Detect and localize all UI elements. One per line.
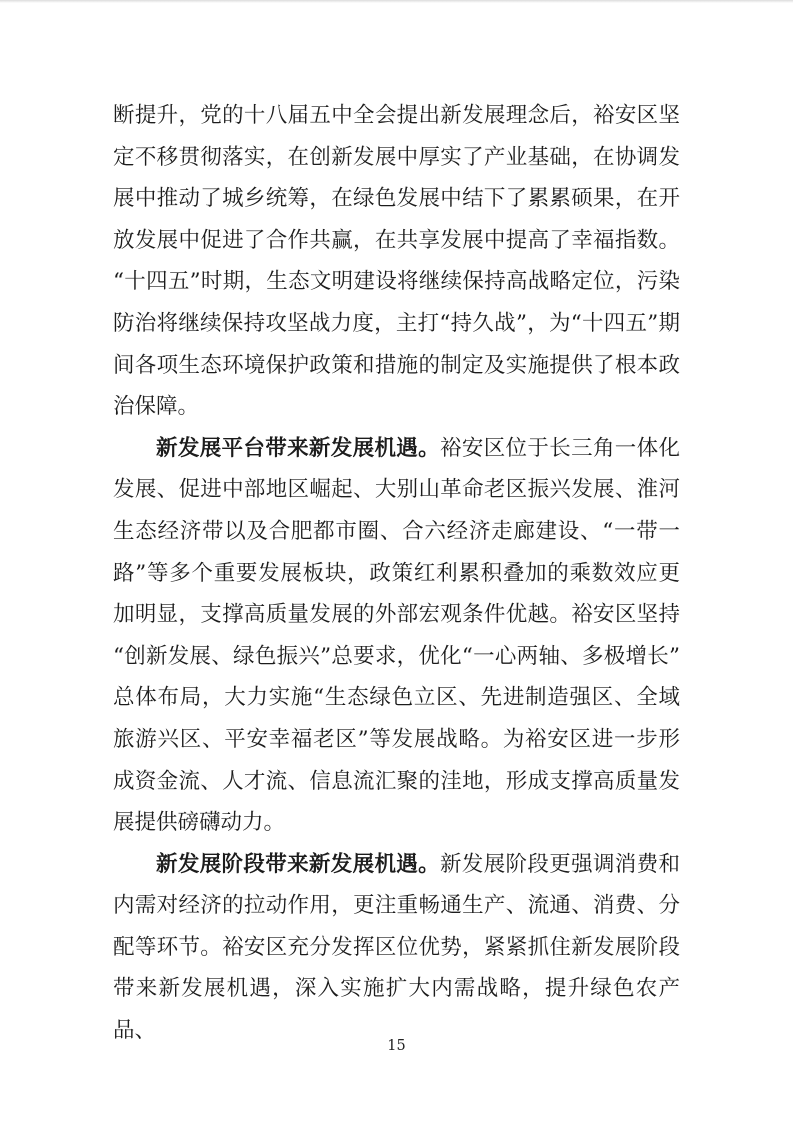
document-body [113,95,680,1052]
paragraph-text-run: 断提升，党的十八届五中全会提出新发展理念后，裕安区坚定不移贯彻落实，在创新发展中厚实了产业基础，在协调发展中推动了城乡统筹，在绿色发展中结下了累累硕果，在开放发展中促进了合作共赢，在共享发展中提高了幸福指数。“十四五”时期，生态文明建设将继续保持高战略定位，污染防治将继续保持攻坚战力度，主打“持久战”，为“十四五”期间各项生态环境保护政策和措施的制定及实施提供了根本政治保障。 [113,103,680,420]
paragraph-lead-heading: 新发展平台带来新发展机遇。 [156,435,441,461]
paragraph-lead-heading: 新发展阶段带来新发展机遇。 [156,851,441,877]
paragraph [113,95,680,428]
paragraph [113,428,680,844]
paragraph-text-run: 新发展阶段更强调消费和内需对经济的拉动作用，更注重畅通生产、流通、消费、分配等环节。裕安区充分发挥区位优势，紧紧抓住新发展阶段带来新发展机遇，深入实施扩大内需战略，提升绿色农产品、 [113,851,680,1044]
paragraph [113,844,680,1052]
page-number: 15 [387,1038,406,1054]
page-top-edge [0,0,793,3]
paragraph-text-run: 裕安区位于长三角一体化发展、促进中部地区崛起、大别山革命老区振兴发展、淮河生态经济带以及合肥都市圈、合六经济走廊建设、“一带一路”等多个重要发展板块，政策红利累积叠加的乘数效应更加明显，支撑高质量发展的外部宏观条件优越。裕安区坚持“创新发展、绿色振兴”总要求，优化“一心两轴、多极增长”总体布局，大力实施“生态绿色立区、先进制造强区、全域旅游兴区、平安幸福老区”等发展战略。为裕安区进一步形成资金流、人才流、信息流汇聚的洼地，形成支撑高质量发展提供磅礴动力。 [113,435,680,836]
